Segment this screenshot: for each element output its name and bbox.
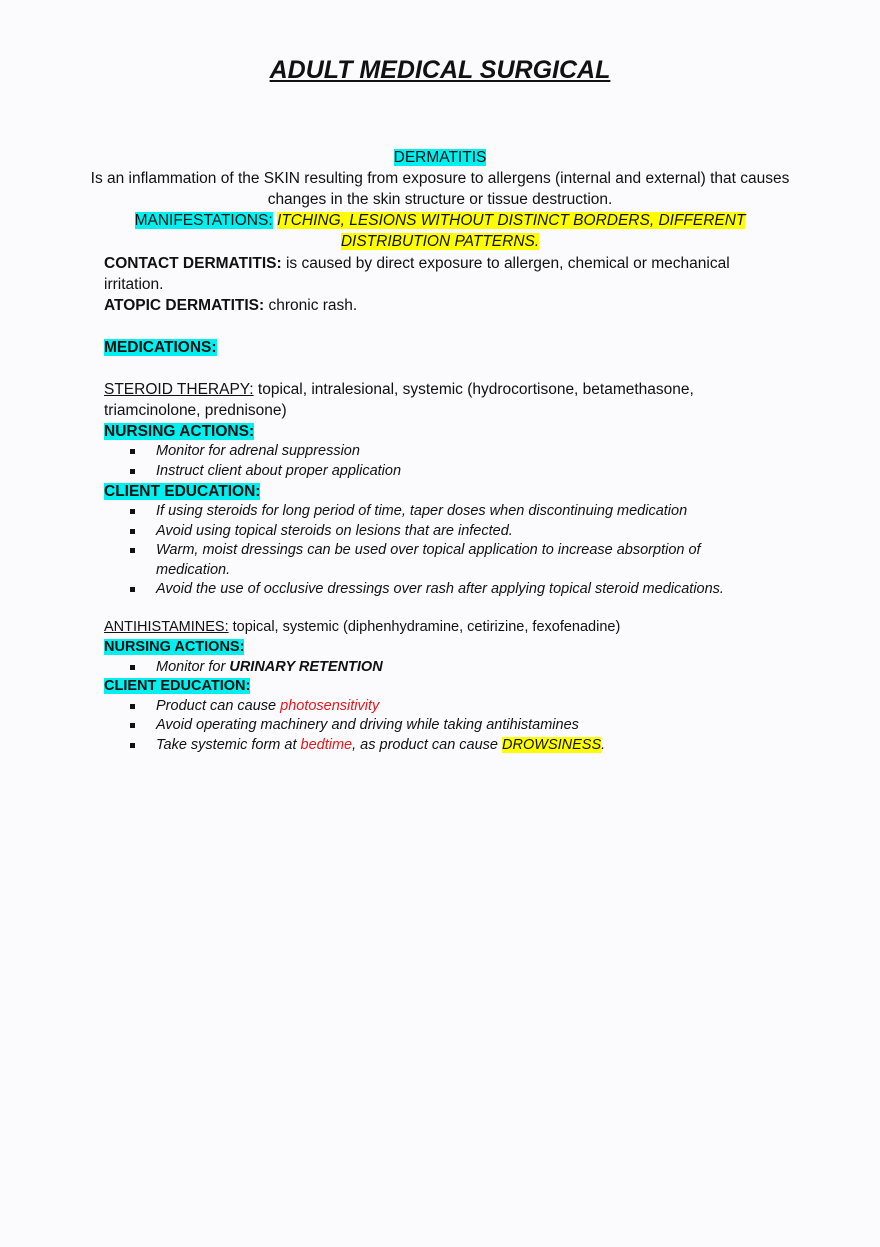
- atopic-label: ATOPIC DERMATITIS:: [104, 297, 265, 314]
- list-item: Monitor for URINARY RETENTION: [104, 658, 784, 678]
- contact-text: is caused by direct exposure to allergen, chemical or mechanical irritation.: [104, 255, 730, 293]
- antihistamine-label: ANTIHISTAMINES:: [104, 619, 229, 635]
- list-item: Monitor for adrenal suppression: [104, 442, 784, 462]
- steroid-nursing-label: NURSING ACTIONS:: [104, 423, 255, 440]
- antihistamine-section: [104, 617, 784, 755]
- list-item: Warm, moist dressings can be used over topical application to increase absorption of medication.: [104, 541, 784, 580]
- steroid-education-list: [104, 502, 784, 600]
- dermatitis-intro: [90, 147, 790, 252]
- steroid-nursing-list: [104, 442, 784, 481]
- antihistamine-nursing-list: [104, 658, 784, 678]
- atopic-dermatitis: [104, 295, 784, 316]
- steroid-education-label: CLIENT EDUCATION:: [104, 483, 261, 500]
- list-item: Avoid operating machinery and driving while taking antihistamines: [104, 716, 784, 736]
- contact-label: CONTACT DERMATITIS:: [104, 255, 282, 272]
- list-item: Avoid the use of occlusive dressings over rash after applying topical steroid medications.: [104, 580, 784, 600]
- antihistamines: [104, 617, 784, 638]
- antihistamine-text: topical, systemic (diphenhydramine, cetirizine, fexofenadine): [228, 619, 621, 635]
- manifestations-label: MANIFESTATIONS:: [134, 212, 273, 229]
- manifestations: [90, 210, 790, 252]
- steroid-label: STEROID THERAPY:: [104, 381, 254, 398]
- manifestations-text: ITCHING, LESIONS WITHOUT DISTINCT BORDERS, DIFFERENT DISTRIBUTION PATTERNS.: [276, 212, 746, 250]
- list-item: If using steroids for long period of time, taper doses when discontinuing medication: [104, 502, 784, 522]
- antihistamine-education-list: [104, 697, 784, 756]
- list-item: Product can cause photosensitivity: [104, 697, 784, 717]
- list-item: Instruct client about proper application: [104, 462, 784, 482]
- atopic-text: chronic rash.: [264, 297, 358, 314]
- steroid-section: [104, 379, 784, 600]
- medications-label: MEDICATIONS:: [104, 339, 217, 356]
- medications-section: [104, 337, 784, 358]
- page-title: ADULT MEDICAL SURGICAL: [269, 56, 611, 84]
- antihistamine-education-label: CLIENT EDUCATION:: [104, 678, 251, 694]
- list-item: Avoid using topical steroids on lesions that are infected.: [104, 522, 784, 542]
- steroid-text: topical, intralesional, systemic (hydrocortisone, betamethasone, triamcinolone, prednisone): [104, 381, 694, 419]
- list-item: Take systemic form at bedtime, as product can cause DROWSINESS.: [104, 736, 784, 756]
- dermatitis-definition: Is an inflammation of the SKIN resulting from exposure to allergens (internal and external) that causes changes in the skin structure or tissue destruction.: [90, 170, 790, 208]
- antihistamine-nursing-label: NURSING ACTIONS:: [104, 639, 245, 655]
- contact-dermatitis: [104, 253, 784, 295]
- steroid-therapy: [104, 379, 784, 421]
- dermatitis-heading: DERMATITIS: [393, 149, 487, 166]
- dermatitis-types: [104, 253, 784, 316]
